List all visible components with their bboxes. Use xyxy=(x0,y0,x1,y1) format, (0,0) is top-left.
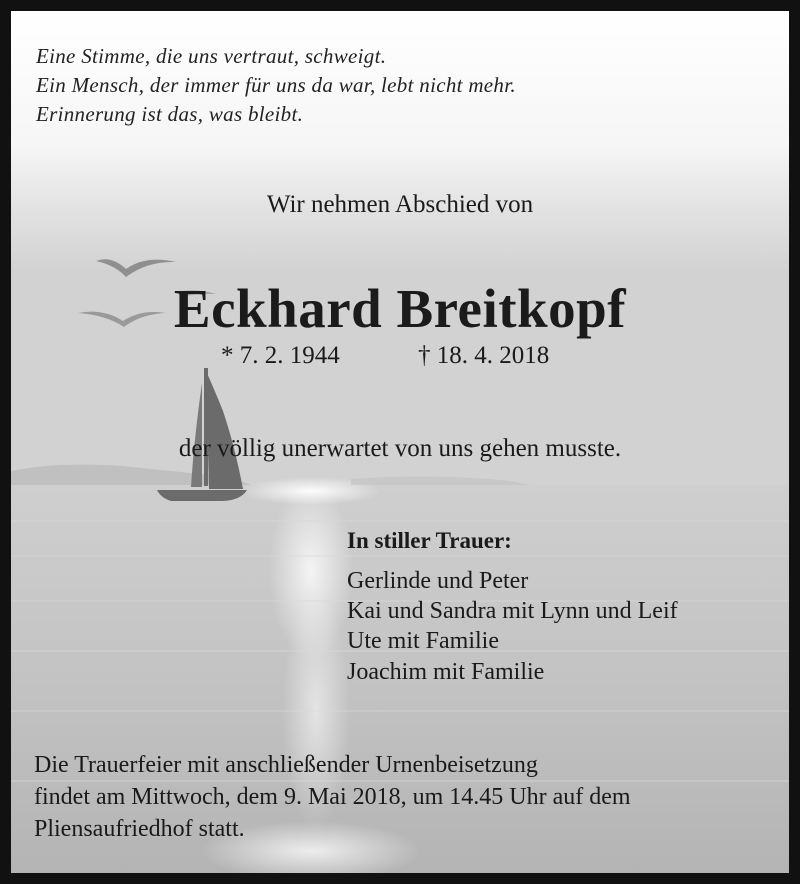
death-date: † 18. 4. 2018 xyxy=(418,342,550,369)
poem-line: Ein Mensch, der immer für uns da war, lebt nicht mehr. xyxy=(36,73,516,97)
farewell-intro: Wir nehmen Abschied von xyxy=(266,191,534,218)
poem-line: Erinnerung ist das, was bleibt. xyxy=(36,102,304,126)
deceased-name: Eckhard Breitkopf xyxy=(173,278,627,339)
funeral-line: findet am Mittwoch, dem 9. Mai 2018, um 14.45 Uhr auf dem xyxy=(34,784,631,810)
mourner-line: Ute mit Familie xyxy=(347,628,499,654)
funeral-line: Pliensaufriedhof statt. xyxy=(34,816,245,842)
birth-date: * 7. 2. 1944 xyxy=(221,342,340,369)
mourning-heading: In stiller Trauer: xyxy=(347,528,512,553)
mourner-line: Gerlinde und Peter xyxy=(347,568,529,594)
poem-line: Eine Stimme, die uns vertraut, schweigt. xyxy=(36,44,387,68)
mourner-line: Joachim mit Familie xyxy=(347,659,545,685)
closing-line: der völlig unerwartet von uns gehen musste. xyxy=(178,435,622,462)
funeral-line: Die Trauerfeier mit anschließender Urnenbeisetzung xyxy=(34,752,538,778)
mourner-line: Kai und Sandra mit Lynn und Leif xyxy=(347,598,678,624)
